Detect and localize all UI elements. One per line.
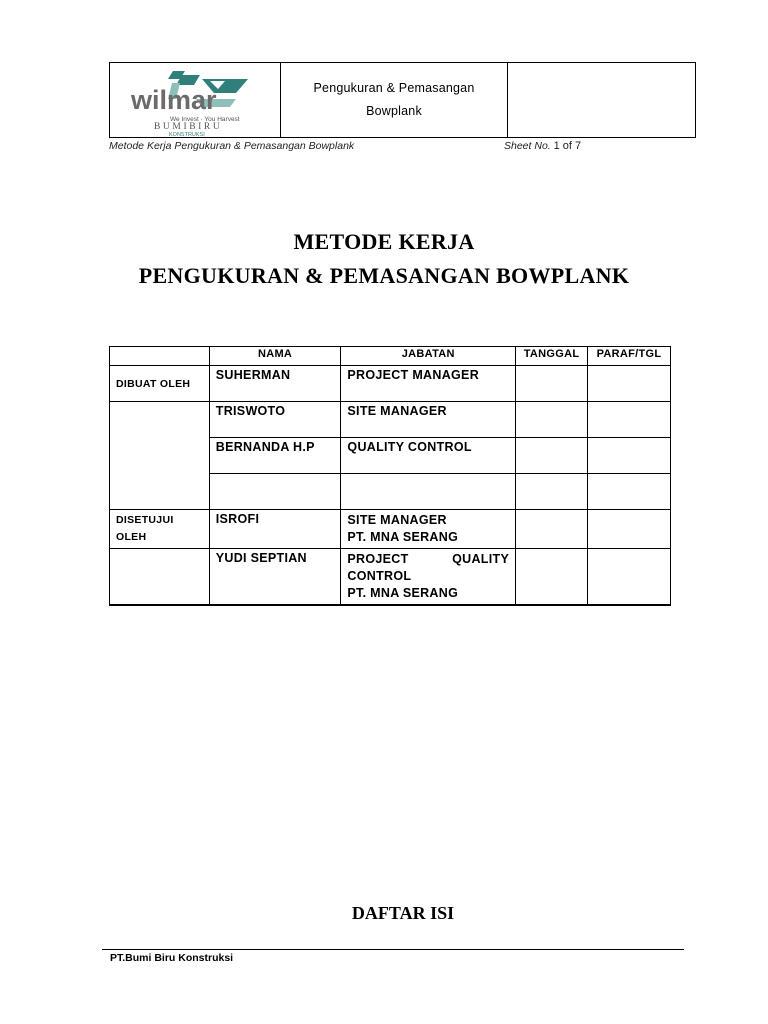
group-cell-empty (110, 402, 210, 510)
cell-tanggal (516, 549, 588, 606)
toc-heading: DAFTAR ISI (351, 903, 455, 923)
cell-nama: ISROFI (209, 510, 341, 549)
cell-jabatan (341, 510, 516, 549)
wilmar-bumibiru-logo-icon (110, 63, 280, 139)
jabatan-line: PT. MNA SERANG (347, 586, 459, 600)
subheader-document-name: Metode Kerja Pengukuran & Pemasangan Bowplank (109, 140, 355, 152)
cell-jabatan (341, 549, 516, 606)
jabatan-word: PROJECT (347, 552, 409, 566)
cell-nama: BERNANDA H.P (209, 438, 341, 474)
table-header-empty (110, 347, 210, 366)
document-title-line2: PENGUKURAN & PEMASANGAN BOWPLANK (138, 263, 630, 288)
cell-tanggal (516, 402, 588, 438)
svg-text:BUMIBIRU: BUMIBIRU (154, 122, 223, 132)
table-header-row (110, 347, 671, 366)
cell-tanggal (516, 510, 588, 549)
table-row (110, 402, 671, 438)
cell-paraf (588, 474, 671, 510)
svg-text:wilmar: wilmar (131, 85, 217, 115)
document-header (109, 62, 696, 138)
header-title-line2: Bowplank (366, 104, 422, 118)
column-header-tanggal: TANGGAL (516, 347, 588, 366)
jabatan-line (347, 551, 509, 568)
cell-tanggal (516, 474, 588, 510)
cell-tanggal (516, 438, 588, 474)
table-row (110, 549, 671, 606)
cell-jabatan: QUALITY CONTROL (341, 438, 516, 474)
sheet-label: Sheet No. (504, 140, 551, 152)
cell-tanggal (516, 366, 588, 402)
footer-divider (102, 949, 684, 950)
dibuat-oleh-label: DIBUAT OLEH (110, 366, 210, 402)
column-header-nama: NAMA (209, 347, 341, 366)
table-row (110, 366, 671, 402)
jabatan-word: QUALITY (452, 552, 510, 566)
footer-company: PT.Bumi Biru Konstruksi (110, 952, 234, 964)
cell-paraf (588, 366, 671, 402)
column-header-paraf: PARAF/TGL (588, 347, 671, 366)
company-logo (110, 63, 281, 137)
table-row (110, 510, 671, 549)
header-title (281, 63, 508, 137)
jabatan-line: CONTROL (347, 569, 412, 583)
cell-jabatan: PROJECT MANAGER (341, 366, 516, 402)
cell-paraf (588, 510, 671, 549)
cell-nama: YUDI SEPTIAN (209, 549, 341, 606)
document-title-line1: METODE KERJA (293, 229, 475, 254)
cell-nama: TRISWOTO (209, 402, 341, 438)
header-blank-cell (508, 63, 695, 137)
cell-paraf (588, 402, 671, 438)
jabatan-line: SITE MANAGER (347, 513, 447, 527)
cell-jabatan: SITE MANAGER (341, 402, 516, 438)
disetujui-oleh-label: DISETUJUI OLEH (110, 510, 210, 549)
group-cell-empty (110, 549, 210, 606)
jabatan-line: PT. MNA SERANG (347, 530, 459, 544)
cell-paraf (588, 549, 671, 606)
sheet-value: 1 of 7 (553, 140, 582, 152)
column-header-jabatan: JABATAN (341, 347, 516, 366)
cell-jabatan (341, 474, 516, 510)
svg-text:We Invest · You Harvest: We Invest · You Harvest (170, 116, 240, 123)
approval-table (109, 346, 671, 606)
svg-text:KONSTRUKSI: KONSTRUKSI (169, 132, 205, 138)
cell-nama: SUHERMAN (209, 366, 341, 402)
header-title-line1: Pengukuran & Pemasangan (313, 81, 475, 95)
cell-nama (209, 474, 341, 510)
cell-paraf (588, 438, 671, 474)
sheet-number (504, 140, 581, 152)
